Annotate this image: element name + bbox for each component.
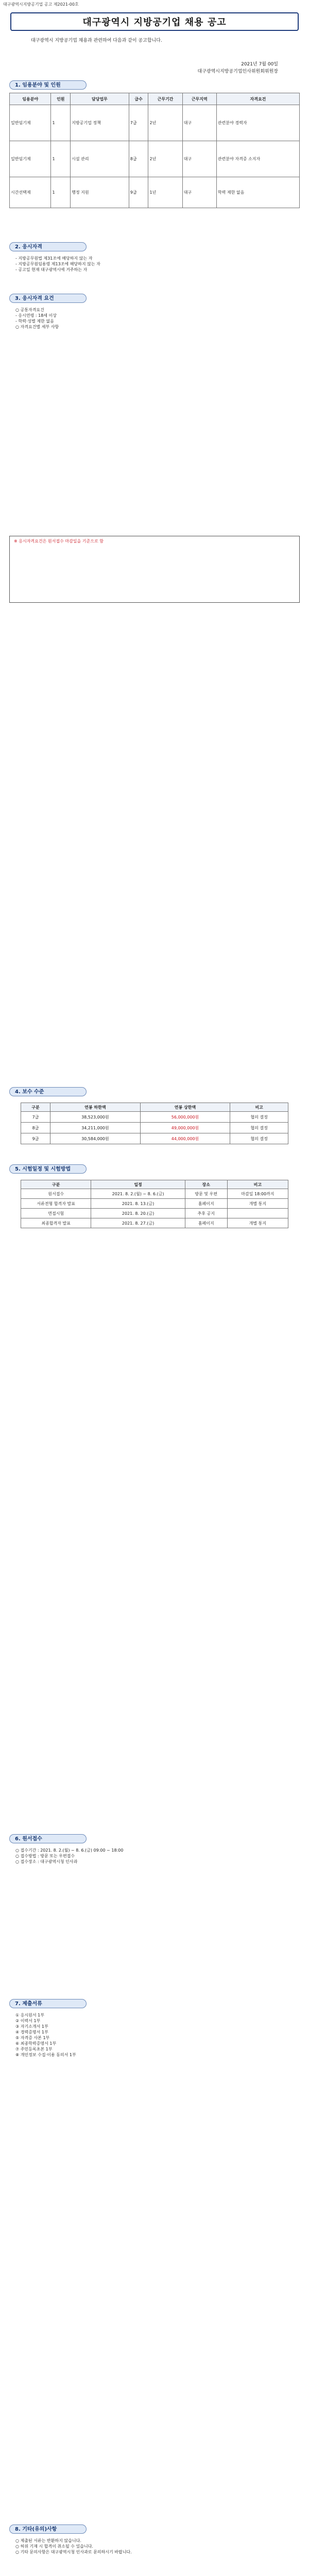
table-cell: 1년 — [148, 177, 182, 208]
section-5-heading: 5. 시험일정 및 시험방법 — [9, 1164, 87, 1174]
list-item: ○ 자격요건별 세부 사항 — [15, 325, 59, 329]
table-header-cell: 담당업무 — [71, 93, 129, 105]
table-cell: 면접시험 — [21, 1209, 91, 1218]
table-cell: 일반임기제 — [10, 105, 51, 141]
table-cell: 학력 제한 없음 — [216, 177, 299, 208]
list-item: ④ 경력증명서 1부 — [15, 2030, 48, 2035]
list-item: ⑤ 자격증 사본 1부 — [15, 2036, 50, 2040]
table-cell: 34,211,000원 — [50, 1123, 141, 1133]
notice-title-box — [10, 12, 299, 31]
section-3-heading: 3. 응시자격 요건 — [9, 294, 87, 303]
list-item: ② 이력서 1부 — [15, 2019, 41, 2023]
table-row — [10, 141, 300, 177]
table-cell: 56,000,000원 — [140, 1112, 230, 1123]
table-cell: 2021. 8. 20.(금) — [91, 1209, 185, 1218]
table-cell: 2년 — [148, 141, 182, 177]
table-header-cell: 인원 — [51, 93, 71, 105]
schedule-table — [21, 1180, 288, 1228]
table-cell: 38,523,000원 — [50, 1112, 141, 1123]
recruitment-table — [9, 93, 300, 208]
table-cell: 협의 결정 — [230, 1123, 288, 1133]
table-header-cell: 근무기간 — [148, 93, 182, 105]
issue-block — [198, 61, 279, 75]
table-cell: 홈페이지 — [185, 1218, 227, 1228]
list-item: - 지방공무원임용령 제13조에 해당하지 않는 자 — [15, 262, 100, 266]
table-header-cell: 근무지역 — [182, 93, 216, 105]
notice-number: 대구광역시지방공기업 공고 제2021-00호 — [3, 2, 79, 7]
table-cell: 1 — [51, 141, 71, 177]
table-header-cell: 비고 — [230, 1103, 288, 1112]
table-header-cell: 연봉 하한액 — [50, 1103, 141, 1112]
table-cell: 원서접수 — [21, 1189, 91, 1199]
table-cell: 44,000,000원 — [140, 1133, 230, 1144]
table-cell: 8급 — [21, 1123, 50, 1133]
table-cell: 8급 — [129, 141, 148, 177]
list-item: ○ 허위 기재 시 합격이 취소될 수 있습니다. — [15, 2544, 93, 2549]
table-cell: 협의 결정 — [230, 1133, 288, 1144]
table-row — [21, 1133, 288, 1144]
pay-table — [21, 1103, 288, 1144]
table-cell: 1 — [51, 105, 71, 141]
table-cell: 협의 결정 — [230, 1112, 288, 1123]
table-cell: 행정 지원 — [71, 177, 129, 208]
table-cell: 2021. 8. 13.(금) — [91, 1199, 185, 1209]
list-item: ○ 접수기간 : 2021. 8. 2.(월) ~ 8. 6.(금) 09:00 ~ 18:00 — [15, 1848, 124, 1853]
table-cell: 7급 — [21, 1112, 50, 1123]
table-cell: 최종합격자 발표 — [21, 1218, 91, 1228]
section-6-list — [15, 1848, 294, 1865]
table-row — [10, 177, 300, 208]
table-header-cell: 비고 — [227, 1180, 288, 1189]
table-header-cell: 급수 — [129, 93, 148, 105]
table-cell — [227, 1209, 288, 1218]
notice-title: 대구광역시 지방공기업 채용 공고 — [82, 17, 227, 28]
list-item: - 지방공무원법 제31조에 해당하지 않는 자 — [15, 256, 93, 261]
list-item: - 응시연령 : 18세 이상 — [15, 313, 57, 318]
list-item: ⑧ 개인정보 수집·이용 동의서 1부 — [15, 2053, 76, 2057]
table-cell: 대구 — [182, 141, 216, 177]
list-item: ① 응시원서 1부 — [15, 2013, 44, 2018]
section-2-heading: 2. 응시자격 — [9, 242, 87, 251]
table-header-row — [21, 1103, 288, 1112]
table-row — [21, 1189, 288, 1199]
table-cell: 2년 — [148, 105, 182, 141]
section-8-list — [15, 2538, 294, 2555]
table-header-cell: 일정 — [91, 1180, 185, 1189]
table-header-cell: 구분 — [21, 1180, 91, 1189]
table-cell: 지방공기업 정책 — [71, 105, 129, 141]
list-item: ○ 공통자격요건 — [15, 308, 44, 312]
table-cell: 2021. 8. 2.(월) ~ 8. 6.(금) — [91, 1189, 185, 1199]
table-row — [21, 1199, 288, 1209]
table-cell: 시간선택제 — [10, 177, 51, 208]
table-cell: 서류전형 합격자 발표 — [21, 1199, 91, 1209]
table-header-row — [21, 1180, 288, 1189]
issuer: 대구광역시지방공기업인사위원회위원장 — [197, 69, 278, 74]
table-cell: 49,000,000원 — [140, 1123, 230, 1133]
qualification-note: ※ 응시자격요건은 원서접수 마감일을 기준으로 함 — [14, 539, 104, 544]
section-2-list — [15, 256, 294, 273]
table-cell: 개별 통지 — [227, 1218, 288, 1228]
table-header-cell: 구분 — [21, 1103, 50, 1112]
table-cell: 일반임기제 — [10, 141, 51, 177]
section-8-heading: 8. 기타(유의)사항 — [9, 2524, 87, 2534]
table-cell: 개별 통지 — [227, 1199, 288, 1209]
table-cell: 2021. 8. 27.(금) — [91, 1218, 185, 1228]
table-cell: 9급 — [21, 1133, 50, 1144]
table-cell: 마감일 18:00까지 — [227, 1189, 288, 1199]
table-cell: 관련분야 경력자 — [216, 105, 299, 141]
table-cell: 추후 공지 — [185, 1209, 227, 1218]
section-4-heading: 4. 보수 수준 — [9, 1087, 87, 1096]
intro-text: 대구광역시 지방공기업 채용과 관련하여 다음과 같이 공고합니다. — [31, 38, 162, 43]
list-item: ⑥ 최종학력증명서 1부 — [15, 2041, 57, 2046]
table-cell: 홈페이지 — [185, 1199, 227, 1209]
table-cell: 방문 및 우편 — [185, 1189, 227, 1199]
table-header-cell: 임용분야 — [10, 93, 51, 105]
table-header-row — [10, 93, 300, 105]
list-item: ○ 접수방법 : 방문 또는 우편접수 — [15, 1854, 75, 1858]
table-row — [21, 1112, 288, 1123]
table-header-cell: 자격요건 — [216, 93, 299, 105]
list-item: ⑦ 주민등록초본 1부 — [15, 2047, 53, 2052]
table-header-cell: 장소 — [185, 1180, 227, 1189]
list-item: - 공고일 현재 대구광역시에 거주하는 자 — [15, 267, 88, 272]
section-7-heading: 7. 제출서류 — [9, 1999, 87, 2008]
table-row — [21, 1218, 288, 1228]
list-item: ③ 자기소개서 1부 — [15, 2024, 48, 2029]
section-7-list — [15, 2012, 294, 2058]
list-item: ○ 기타 문의사항은 대구광역시청 인사과로 문의하시기 바랍니다. — [15, 2550, 132, 2554]
section-6-heading: 6. 원서접수 — [9, 1834, 87, 1843]
table-cell: 7급 — [129, 105, 148, 141]
table-cell: 관련분야 자격증 소지자 — [216, 141, 299, 177]
section-1-heading: 1. 임용분야 및 인원 — [9, 80, 87, 90]
table-cell: 1 — [51, 177, 71, 208]
qualification-notes-box — [9, 536, 300, 603]
table-cell: 시설 관리 — [71, 141, 129, 177]
table-cell: 9급 — [129, 177, 148, 208]
list-item: ○ 제출된 서류는 반환하지 않습니다. — [15, 2538, 81, 2543]
section-3-list — [15, 307, 294, 330]
table-row — [21, 1123, 288, 1133]
table-header-cell: 연봉 상한액 — [140, 1103, 230, 1112]
list-item: ○ 접수장소 : 대구광역시청 인사과 — [15, 1859, 78, 1864]
list-item: - 학력·성별 제한 없음 — [15, 319, 54, 324]
table-cell: 30,584,000원 — [50, 1133, 141, 1144]
table-row — [21, 1209, 288, 1218]
table-cell: 대구 — [182, 105, 216, 141]
table-cell: 대구 — [182, 177, 216, 208]
table-row — [10, 105, 300, 141]
issue-date: 2021년 7월 00일 — [241, 62, 278, 67]
